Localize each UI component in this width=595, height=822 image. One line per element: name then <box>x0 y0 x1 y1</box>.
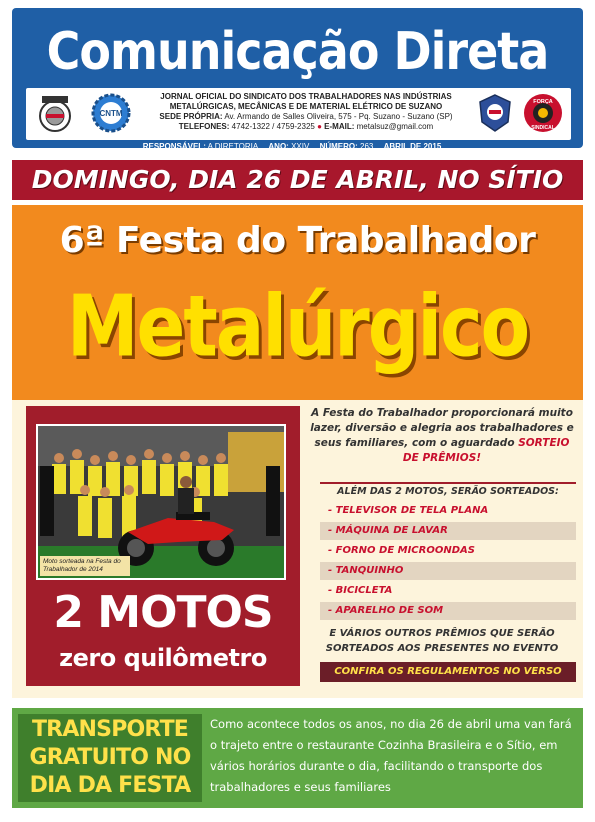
other-prizes-note: E VÁRIOS OUTROS PRÊMIOS QUE SERÃO SORTEADOS AOS PRESENTES NO EVENTO <box>325 628 559 654</box>
edition-date: ABRIL DE 2015 <box>383 142 442 151</box>
prizes-heading: ALÉM DAS 2 MOTOS, SERÃO SORTEADOS: <box>320 482 576 500</box>
newspaper-title: Comunicação Direta <box>46 20 549 82</box>
tel-value: 4742-1322 / 4759-2325 <box>231 122 315 131</box>
info-address-line <box>146 112 466 122</box>
cntm-logo-text: CNTM <box>99 109 123 118</box>
prizes-section <box>12 400 583 698</box>
cntm-gear-logo-icon <box>90 92 132 134</box>
masthead-info-text <box>146 92 466 132</box>
intro-highlight: SORTEIO DE PRÊMIOS! <box>402 437 570 464</box>
tel-label: TELEFONES: <box>178 122 230 131</box>
emblem-logo-icon <box>474 92 516 134</box>
hero-section <box>12 205 583 400</box>
rules-note: CONFIRA OS REGULAMENTOS NO VERSO <box>320 662 576 682</box>
transport-text: Como acontece todos os anos, no dia 26 de abril uma van fará o trajeto entre o restaurante Cozinha Brasileira e o Sítio, em vários horários durante o dia, facilitando o transporte dos trabalhadores e seus familiares <box>210 717 572 794</box>
info-contact-line <box>146 122 466 132</box>
email-value: metalsuz@gmail.com <box>356 122 434 131</box>
ano-label: ANO: <box>268 142 289 151</box>
prize-item: - BICICLETA <box>320 582 576 600</box>
prize-item: - TELEVISOR DE TELA PLANA <box>320 502 576 520</box>
event-date-banner: DOMINGO, DIA 26 DE ABRIL, NO SÍTIO <box>12 160 583 200</box>
email-label: E-MAIL: <box>324 122 355 131</box>
bullet-icon: ● <box>317 122 322 131</box>
forca-sindical-logo-icon <box>522 92 564 134</box>
transport-title: TRANSPORTE GRATUITO NO DIA DA FESTA <box>29 717 191 798</box>
transport-section <box>12 708 583 808</box>
hero-title: Metalúrgico <box>66 276 529 376</box>
numero-label: NÚMERO: <box>319 142 358 151</box>
forca-logo-text: FORÇA <box>533 99 553 105</box>
motos-headline: 2 MOTOS <box>53 587 273 638</box>
photo-frame <box>36 424 286 580</box>
hero-subtitle: 6ª Festa do Trabalhador <box>59 220 536 261</box>
motorcycle-promo-box <box>26 406 300 686</box>
sede-value: Av. Armando de Salles Oliveira, 575 - Pq. Suzano - Suzano (SP) <box>224 112 453 121</box>
masthead <box>12 8 583 151</box>
prize-item: - FORNO DE MICROONDAS <box>320 542 576 560</box>
intro-text: A Festa do Trabalhador proporcionará muito lazer, diversão e alegria aos trabalhadores e seus familiares, com o aguardado <box>310 407 574 449</box>
info-line-2: METALÚRGICAS, MECÂNICAS E DE MATERIAL ELÉTRICO DE SUZANO <box>169 102 443 111</box>
info-line-1: JORNAL OFICIAL DO SINDICATO DOS TRABALHADORES NAS INDÚSTRIAS <box>160 92 452 101</box>
photo-caption: Moto sorteada na Festa do Trabalhador de 2014 <box>40 556 130 576</box>
prize-item: - TANQUINHO <box>320 562 576 580</box>
numero-value: 263 <box>360 142 374 151</box>
ano-value: XXIV <box>291 142 310 151</box>
intro-paragraph <box>308 406 576 466</box>
responsavel-label: RESPONSÁVEL: <box>142 142 206 151</box>
responsavel-value: A DIRETORIA <box>207 142 259 151</box>
union-logo-icon <box>34 92 76 134</box>
prizes-list <box>320 502 576 622</box>
transport-title-box <box>18 714 202 802</box>
sindical-logo-text: SINDICAL <box>531 125 555 131</box>
sede-label: SEDE PRÓPRIA: <box>159 112 223 121</box>
masthead-info-box <box>26 88 571 140</box>
prize-item: - APARELHO DE SOM <box>320 602 576 620</box>
edition-line <box>132 142 452 151</box>
prize-item: - MÁQUINA DE LAVAR <box>320 522 576 540</box>
motos-subheadline: zero quilômetro <box>59 644 267 672</box>
